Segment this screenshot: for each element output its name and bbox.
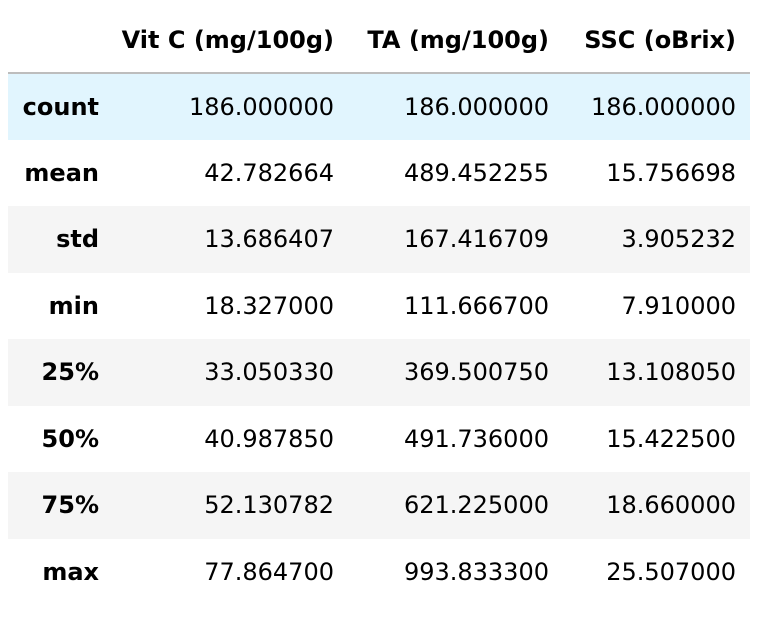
table-cell: 15.756698 [606,158,736,187]
table-row-75pct [8,472,750,539]
row-label: 75% [41,491,99,520]
table-cell: 13.108050 [606,358,736,387]
column-header-vit-c: Vit C (mg/100g) [113,8,348,73]
row-label: std [56,225,99,254]
table-cell: 993.833300 [403,557,549,586]
header-row [8,8,750,73]
row-label: min [48,291,99,320]
table-cell: 77.864700 [204,557,334,586]
table-row-min [8,273,750,340]
table-cell: 13.686407 [204,225,334,254]
table-cell: 3.905232 [621,225,736,254]
table-row-count [8,73,750,140]
table-cell: 186.000000 [188,92,334,121]
row-label: 25% [41,358,99,387]
table-cell: 111.666700 [403,291,549,320]
table-cell: 186.000000 [590,92,736,121]
table-cell: 18.660000 [606,491,736,520]
row-label: 50% [41,424,99,453]
table-cell: 369.500750 [403,358,549,387]
index-header [8,8,113,73]
table-cell: 186.000000 [403,92,549,121]
table-row-mean [8,140,750,207]
table-cell: 7.910000 [621,291,736,320]
table-cell: 491.736000 [403,424,549,453]
dataframe-table [8,8,750,605]
table-cell: 25.507000 [606,557,736,586]
table-cell: 42.782664 [204,158,334,187]
table-row-50pct [8,406,750,473]
table-row-std [8,206,750,273]
table-cell: 33.050330 [204,358,334,387]
table-cell: 489.452255 [403,158,549,187]
table-cell: 15.422500 [606,424,736,453]
describe-output-table [8,8,750,605]
table-row-max [8,539,750,606]
table-header [8,8,750,73]
table-cell: 18.327000 [204,291,334,320]
table-cell: 621.225000 [403,491,549,520]
table-row-25pct [8,339,750,406]
column-header-ssc: SSC (oBrix) [563,8,750,73]
table-cell: 167.416709 [403,225,549,254]
table-cell: 52.130782 [204,491,334,520]
table-body [8,73,750,605]
row-label: max [42,557,99,586]
column-header-ta: TA (mg/100g) [348,8,563,73]
row-label: count [22,92,99,121]
row-label: mean [24,158,99,187]
table-cell: 40.987850 [204,424,334,453]
